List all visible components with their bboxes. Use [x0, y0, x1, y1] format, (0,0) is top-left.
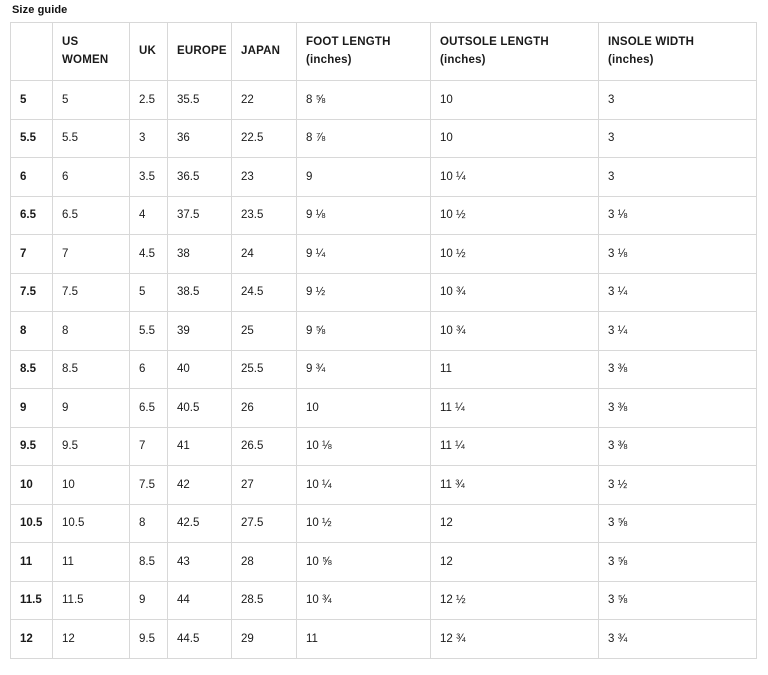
table-row — [11, 235, 757, 274]
table-row — [11, 312, 757, 351]
table-cell: 10 ¾ — [297, 581, 431, 620]
table-cell: 11 — [53, 543, 130, 582]
table-cell: 12 ½ — [431, 581, 599, 620]
table-cell: 26.5 — [232, 427, 297, 466]
row-header-cell: 6 — [11, 158, 53, 197]
table-cell: 7.5 — [53, 273, 130, 312]
row-header-cell: 10 — [11, 466, 53, 505]
column-header-0 — [11, 23, 53, 81]
column-header-5 — [297, 23, 431, 81]
table-cell: 9 ⅝ — [297, 312, 431, 351]
table-header — [11, 23, 757, 81]
table-cell: 25.5 — [232, 350, 297, 389]
table-cell: 27.5 — [232, 504, 297, 543]
table-cell: 27 — [232, 466, 297, 505]
table-cell: 12 — [431, 543, 599, 582]
row-header-cell: 11 — [11, 543, 53, 582]
table-cell: 25 — [232, 312, 297, 351]
table-cell: 10 — [297, 389, 431, 428]
table-body — [11, 81, 757, 659]
column-header-3 — [168, 23, 232, 81]
row-header-cell: 5 — [11, 81, 53, 120]
column-header-4 — [232, 23, 297, 81]
column-header-line: (inches) — [440, 53, 486, 66]
table-cell: 10 ½ — [431, 235, 599, 274]
row-header-cell: 6.5 — [11, 196, 53, 235]
table-cell: 3 ⅛ — [599, 235, 757, 274]
table-cell: 11 ¼ — [431, 389, 599, 428]
table-cell: 5.5 — [130, 312, 168, 351]
table-cell: 41 — [168, 427, 232, 466]
table-row — [11, 119, 757, 158]
table-cell: 8 — [130, 504, 168, 543]
row-header-cell: 11.5 — [11, 581, 53, 620]
table-cell: 26 — [232, 389, 297, 428]
table-cell: 3.5 — [130, 158, 168, 197]
table-cell: 40.5 — [168, 389, 232, 428]
table-cell: 10 ½ — [297, 504, 431, 543]
column-header-line: JAPAN — [241, 44, 281, 57]
table-cell: 8.5 — [130, 543, 168, 582]
table-cell: 8.5 — [53, 350, 130, 389]
table-row — [11, 81, 757, 120]
column-header-6 — [431, 23, 599, 81]
table-cell: 4.5 — [130, 235, 168, 274]
table-cell: 22.5 — [232, 119, 297, 158]
column-header-1 — [53, 23, 130, 81]
table-cell: 8 ⅞ — [297, 119, 431, 158]
page-title: Size guide — [12, 4, 68, 16]
table-cell: 11 ¾ — [431, 466, 599, 505]
table-cell: 37.5 — [168, 196, 232, 235]
column-header-line: UK — [139, 44, 157, 57]
table-cell: 4 — [130, 196, 168, 235]
table-cell: 24 — [232, 235, 297, 274]
table-row — [11, 196, 757, 235]
table-cell: 10 — [431, 81, 599, 120]
table-cell: 3 ½ — [599, 466, 757, 505]
table-cell: 9 ½ — [297, 273, 431, 312]
table-cell: 11 ¼ — [431, 427, 599, 466]
table-cell: 5 — [130, 273, 168, 312]
column-header-line: (inches) — [608, 53, 654, 66]
table-cell: 3 ⅜ — [599, 389, 757, 428]
table-cell: 35.5 — [168, 81, 232, 120]
table-cell: 3 ⅛ — [599, 196, 757, 235]
column-header-line: OUTSOLE LENGTH — [440, 35, 549, 48]
table-cell: 6 — [130, 350, 168, 389]
row-header-cell: 8 — [11, 312, 53, 351]
table-cell: 3 — [599, 158, 757, 197]
table-cell: 5 — [53, 81, 130, 120]
table-row — [11, 620, 757, 659]
table-row — [11, 158, 757, 197]
row-header-cell: 7 — [11, 235, 53, 274]
table-cell: 9 — [297, 158, 431, 197]
table-cell: 28.5 — [232, 581, 297, 620]
column-header-7 — [599, 23, 757, 81]
table-cell: 9.5 — [53, 427, 130, 466]
size-chart-table — [10, 22, 757, 659]
table-cell: 40 — [168, 350, 232, 389]
table-cell: 10 ⅝ — [297, 543, 431, 582]
table-cell: 10 — [431, 119, 599, 158]
table-cell: 3 ¾ — [599, 620, 757, 659]
table-cell: 8 — [53, 312, 130, 351]
table-cell: 36.5 — [168, 158, 232, 197]
table-cell: 10 ¼ — [297, 466, 431, 505]
table-cell: 23.5 — [232, 196, 297, 235]
row-header-cell: 12 — [11, 620, 53, 659]
table-cell: 36 — [168, 119, 232, 158]
table-row — [11, 581, 757, 620]
table-cell: 9 ⅛ — [297, 196, 431, 235]
table-cell: 7 — [53, 235, 130, 274]
table-cell: 3 — [599, 119, 757, 158]
table-cell: 44 — [168, 581, 232, 620]
table-cell: 9.5 — [130, 620, 168, 659]
table-cell: 9 ¾ — [297, 350, 431, 389]
column-header-line: EUROPE — [177, 44, 227, 57]
table-cell: 12 — [53, 620, 130, 659]
table-row — [11, 504, 757, 543]
table-cell: 10 ¼ — [431, 158, 599, 197]
table-cell: 3 ⅜ — [599, 427, 757, 466]
table-cell: 7.5 — [130, 466, 168, 505]
row-header-cell: 7.5 — [11, 273, 53, 312]
table-cell: 24.5 — [232, 273, 297, 312]
column-header-line: (inches) — [306, 53, 352, 66]
column-header-line: INSOLE WIDTH — [608, 35, 695, 48]
table-cell: 12 — [431, 504, 599, 543]
table-cell: 10 ¾ — [431, 273, 599, 312]
row-header-cell: 8.5 — [11, 350, 53, 389]
table-row — [11, 350, 757, 389]
table-cell: 3 ⅝ — [599, 504, 757, 543]
table-cell: 3 ⅝ — [599, 581, 757, 620]
column-header-line: WOMEN — [62, 53, 109, 66]
table-cell: 3 — [130, 119, 168, 158]
table-cell: 6.5 — [130, 389, 168, 428]
table-cell: 2.5 — [130, 81, 168, 120]
table-cell: 10 ¾ — [431, 312, 599, 351]
table-cell: 38.5 — [168, 273, 232, 312]
table-cell: 39 — [168, 312, 232, 351]
table-cell: 6.5 — [53, 196, 130, 235]
table-cell: 42.5 — [168, 504, 232, 543]
table-cell: 8 ⅝ — [297, 81, 431, 120]
table-row — [11, 273, 757, 312]
table-cell: 10.5 — [53, 504, 130, 543]
row-header-cell: 5.5 — [11, 119, 53, 158]
table-row — [11, 543, 757, 582]
table-cell: 11 — [431, 350, 599, 389]
table-cell: 10 ½ — [431, 196, 599, 235]
row-header-cell: 9.5 — [11, 427, 53, 466]
table-cell: 6 — [53, 158, 130, 197]
table-row — [11, 389, 757, 428]
table-row — [11, 466, 757, 505]
table-cell: 38 — [168, 235, 232, 274]
table-cell: 29 — [232, 620, 297, 659]
row-header-cell: 10.5 — [11, 504, 53, 543]
table-cell: 22 — [232, 81, 297, 120]
table-cell: 7 — [130, 427, 168, 466]
table-cell: 43 — [168, 543, 232, 582]
column-header-line: FOOT LENGTH — [306, 35, 391, 48]
table-cell: 42 — [168, 466, 232, 505]
column-header-2 — [130, 23, 168, 81]
table-cell: 44.5 — [168, 620, 232, 659]
column-header-line: US — [62, 35, 79, 48]
table-cell: 3 ⅜ — [599, 350, 757, 389]
table-cell: 3 ⅝ — [599, 543, 757, 582]
table-cell: 9 — [53, 389, 130, 428]
table-cell: 10 ⅛ — [297, 427, 431, 466]
table-header-row — [11, 23, 757, 81]
table-cell: 3 ¼ — [599, 273, 757, 312]
table-row — [11, 427, 757, 466]
table-cell: 3 — [599, 81, 757, 120]
table-cell: 10 — [53, 466, 130, 505]
table-cell: 12 ¾ — [431, 620, 599, 659]
row-header-cell: 9 — [11, 389, 53, 428]
table-cell: 11 — [297, 620, 431, 659]
table-cell: 23 — [232, 158, 297, 197]
table-cell: 28 — [232, 543, 297, 582]
table-cell: 11.5 — [53, 581, 130, 620]
table-cell: 3 ¼ — [599, 312, 757, 351]
table-cell: 9 ¼ — [297, 235, 431, 274]
table-cell: 5.5 — [53, 119, 130, 158]
table-cell: 9 — [130, 581, 168, 620]
